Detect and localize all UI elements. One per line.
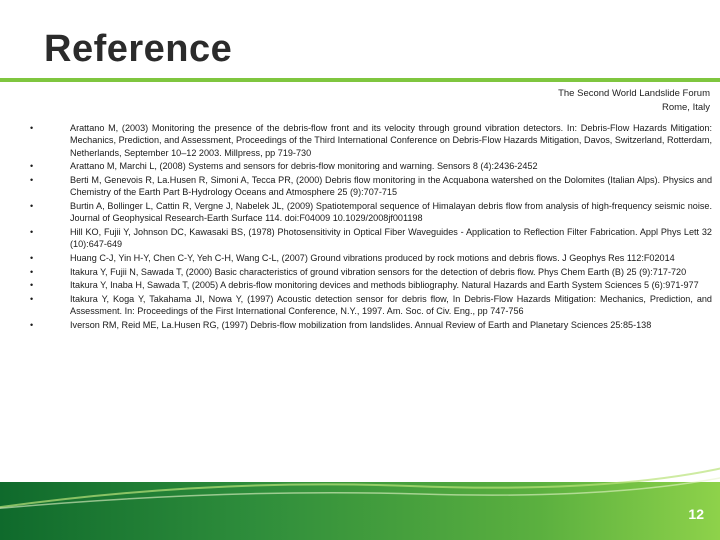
page-number: 12 — [688, 506, 704, 522]
reference-item — [30, 174, 712, 199]
reference-text: Berti M, Genevois R, La.Husen R, Simoni A, Tecca PR, (2000) Debris flow monitoring in the Acquabona watershed on the Dolomites (Italian Alps). Physics and Chemistry of the Earth Part B-Hydrology Oceans and Atmosphere 25 (9):707-715 — [70, 175, 712, 198]
bullet-icon: • — [30, 319, 34, 330]
title-divider — [0, 78, 720, 82]
reference-item — [30, 293, 712, 318]
slide-title: Reference — [44, 28, 233, 70]
reference-item — [30, 319, 712, 331]
reference-text: Huang C-J, Yin H-Y, Chen C-Y, Yeh C-H, Wang C-L, (2007) Ground vibrations produced by rock motions and debris flows. J Geophys Res 112:F02014 — [70, 253, 675, 263]
reference-item — [30, 200, 712, 225]
bullet-icon: • — [30, 123, 34, 133]
reference-item — [30, 252, 712, 264]
reference-item — [30, 160, 712, 172]
reference-item — [30, 266, 712, 278]
bullet-icon: • — [30, 161, 34, 172]
reference-text: Burtin A, Bollinger L, Cattin R, Vergne J, Nabelek JL, (2009) Spatiotemporal sequence of Himalayan debris flow from analysis of high-frequency seismic noise. Journal of Geophysical Research-Earth Surface 114. doi:F04009 10.1029/2008jf001198 — [70, 201, 712, 224]
reference-item — [30, 226, 712, 251]
reference-text: Arattano M, (2003) Monitoring the presence of the debris-flow front and its velocity through ground vibration detectors. In: Debris-Flow Hazards Mitigation: Mechanics, Prediction, and Assessment, Proceedings of the Third International Conference on Debris-Flow Hazards Mitigation, Davos, Switzerland, Rotterdam, Netherlands, September 10–12 2003. Millpress, pp 719-730 — [70, 123, 712, 158]
bullet-icon: • — [30, 175, 34, 185]
reference-text: Arattano M, Marchi L, (2008) Systems and sensors for debris-flow monitoring and warning. Sensors 8 (4):2436-2452 — [70, 161, 538, 172]
reference-text: Itakura Y, Koga Y, Takahama JI, Nowa Y, (1997) Acoustic detection sensor for debris flow, In Debris-Flow Hazards Mitigation: Mechanics, Prediction, and Assessment. In: Proceedings of the First International Conference, N.Y., 1997. Am. Soc. of Civ. Eng., pp 747-756 — [70, 293, 712, 317]
source-line-location: Rome, Italy — [661, 102, 710, 113]
bullet-icon: • — [30, 227, 34, 237]
reference-text: Hill KO, Fujii Y, Johnson DC, Kawasaki BS, (1978) Photosensitivity in Optical Fiber Waveguides - Application to Reflection Filter Fabrication. Appl Phys Lett 32 (10):647-649 — [70, 227, 712, 250]
reference-item — [30, 279, 712, 291]
reference-list — [30, 122, 712, 332]
reference-item — [30, 122, 712, 159]
bullet-icon: • — [30, 201, 34, 211]
bullet-icon: • — [30, 253, 34, 263]
source-header — [558, 87, 710, 115]
bullet-icon: • — [30, 266, 34, 277]
reference-text: Iverson RM, Reid ME, La.Husen RG, (1997) Debris-flow mobilization from landslides. Annual Review of Earth and Planetary Sciences 25:85-138 — [70, 319, 652, 330]
reference-text: Itakura Y, Inaba H, Sawada T, (2005) A debris-flow monitoring devices and methods bibliography. Natural Hazards and Earth System Sciences 5 (6):971-977 — [70, 280, 699, 291]
footer-wave-decoration — [0, 450, 720, 510]
source-line-forum: The Second World Landslide Forum — [558, 88, 710, 99]
reference-text: Itakura Y, Fujii N, Sawada T, (2000) Basic characteristics of ground vibration sensors for the detection of debris flow. Phys Chem Earth (B) 25 (9):717-720 — [70, 266, 687, 277]
bullet-icon: • — [30, 293, 34, 304]
bullet-icon: • — [30, 280, 34, 291]
